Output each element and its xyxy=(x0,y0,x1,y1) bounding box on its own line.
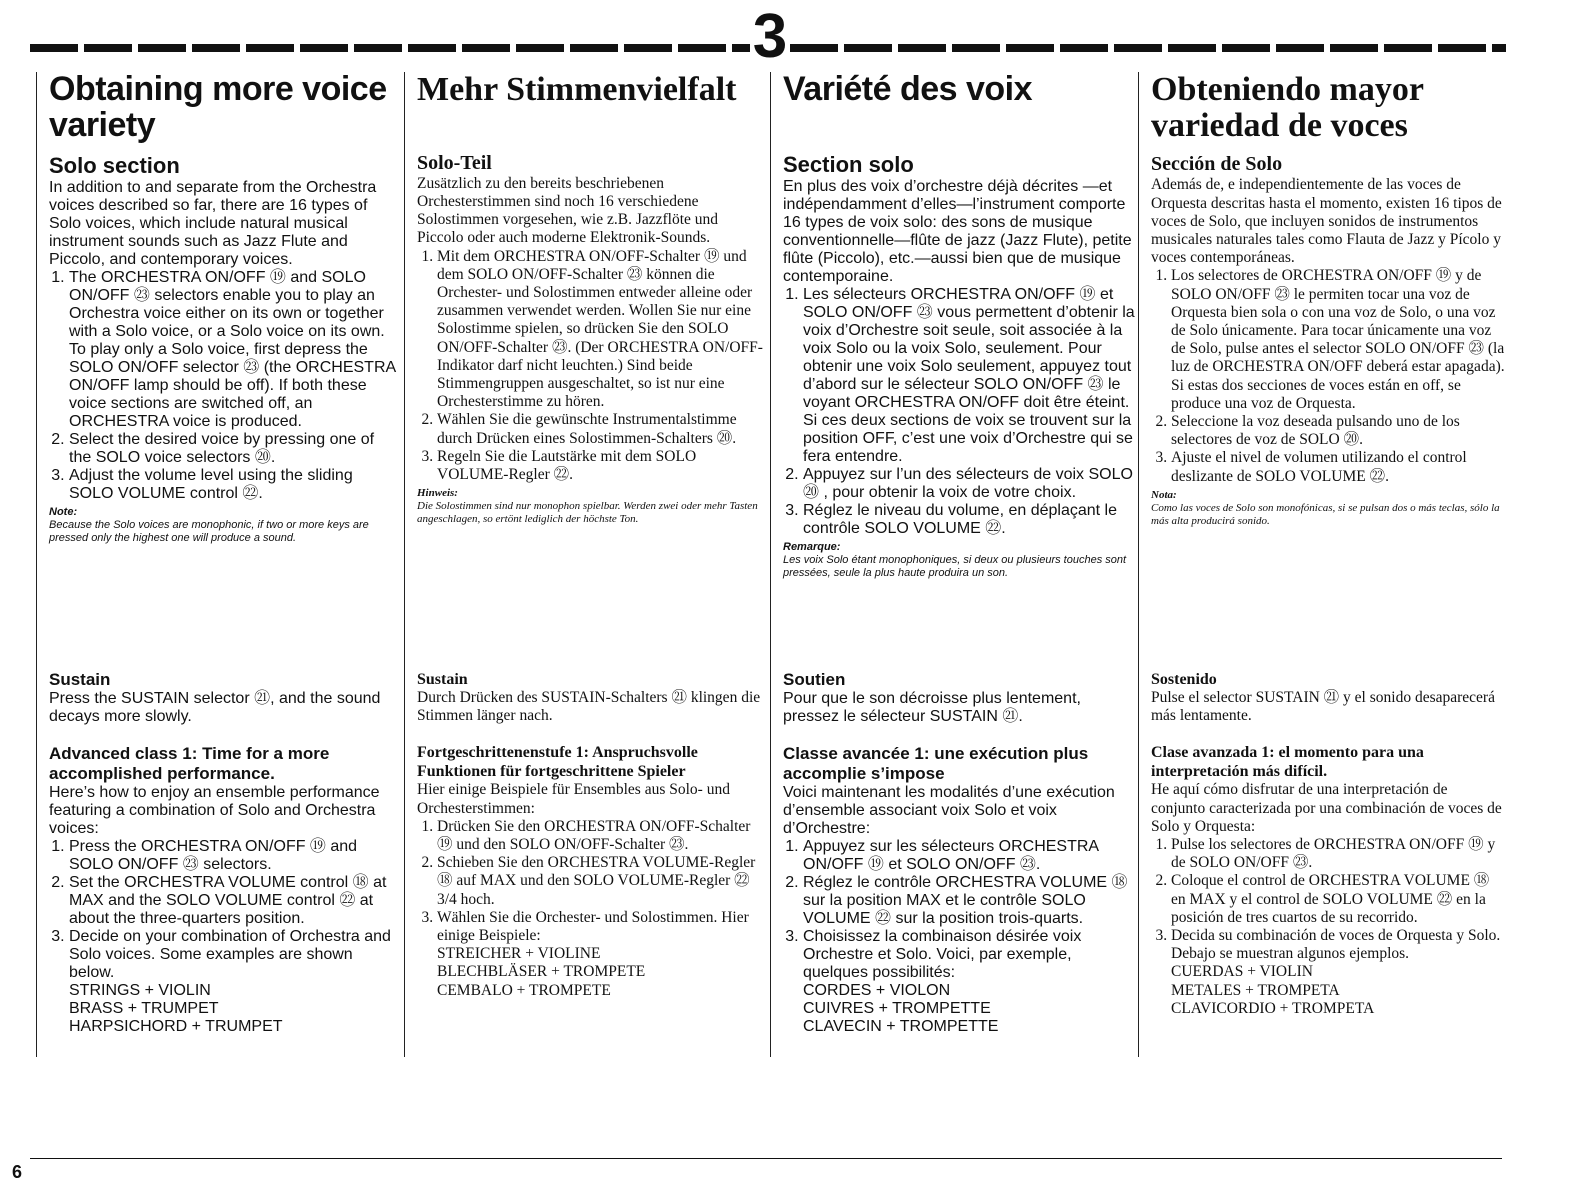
section-heading-advanced: Clase avanzada 1: el momento para una interpretación más difícil. xyxy=(1151,744,1424,781)
advanced-intro: Voici maintenant les modalités d’une exécution d’ensemble associant voix Solo et voix d’Orchestre: xyxy=(783,784,1115,837)
column-spanish xyxy=(1138,72,1506,1057)
header-rule-right xyxy=(790,44,1506,52)
lower-section xyxy=(417,670,762,1000)
combo-item: STRINGS + VIOLIN xyxy=(69,982,211,999)
combo-item: CUIVRES + TROMPETTE xyxy=(803,1000,991,1017)
list-item: 3. Decide on your combination of Orchestra and Solo voices. Some examples are shown below. xyxy=(69,928,396,982)
list-item: 3. Regeln Sie die Lautstärke mit dem SOLO VOLUME-Regler ㉒. xyxy=(437,448,766,484)
section-heading-sustain: Sustain xyxy=(49,670,111,689)
solo-steps xyxy=(783,286,1136,538)
sustain-text: Pulse el selector SUSTAIN ㉑ y el sonido desaparecerá más lentamente. xyxy=(1151,689,1495,725)
page-title: Obteniendo mayor variedad de voces xyxy=(1151,71,1424,144)
sustain-text: Durch Drücken des SUSTAIN-Schalters ㉑ klingen die Stimmen länger nach. xyxy=(417,689,761,725)
list-item: 1. Appuyez sur les sélecteurs ORCHESTRA ON/OFF ⑲ et SOLO ON/OFF ㉓. xyxy=(803,838,1132,874)
advanced-intro: Here’s how to enjoy an ensemble performance featuring a combination of Solo and Orchestra voices: xyxy=(49,784,380,837)
list-item: 1. Mit dem ORCHESTRA ON/OFF-Schalter ⑲ und dem SOLO ON/OFF-Schalter ㉓ können die Orchester- und Solostimmen entweder alleine oder zusammen verwendet werden. Wollen Sie nur eine Solostimme spielen, so drücken Sie den SOLO ON/OFF-Schalter ㉓. (Der ORCHESTRA ON/OFF-Indikator darf nicht leuchten.) Sind beide Stimmengruppen ausgeschaltet, so ist nur eine Orchesterstimme zu hören. xyxy=(437,248,766,412)
chapter-number: 3 xyxy=(752,2,788,71)
lower-section xyxy=(49,670,396,1036)
column-german xyxy=(404,72,766,1057)
lower-section xyxy=(1151,670,1502,1018)
list-item: 2. Set the ORCHESTRA VOLUME control ⑱ at MAX and the SOLO VOLUME control ㉒ at about the three-quarters position. xyxy=(69,874,396,928)
column-english xyxy=(36,72,400,1057)
solo-intro: In addition to and separate from the Orchestra voices described so far, there are 16 types of Solo voices, which include natural musical instrument sounds such as Jazz Flute and Piccolo, and contemporary voices. xyxy=(49,179,377,269)
section-heading-advanced: Advanced class 1: Time for a more accomplished performance. xyxy=(49,744,330,783)
advanced-steps xyxy=(49,838,396,982)
note-text: Because the Solo voices are monophonic, if two or more keys are pressed only the highest one will produce a sound. xyxy=(49,519,369,545)
sustain-text: Pour que le son décroisse plus lentement, pressez le sélecteur SUSTAIN ㉑. xyxy=(783,690,1081,725)
note-label: Remarque: xyxy=(783,540,841,553)
advanced-steps xyxy=(1151,836,1502,963)
footer-rule xyxy=(30,1158,1502,1159)
combo-list xyxy=(1151,963,1502,1018)
combo-item: CLAVECIN + TROMPETTE xyxy=(803,1018,999,1035)
list-item: 3. Réglez le niveau du volume, en déplaçant le contrôle SOLO VOLUME ㉒. xyxy=(803,502,1136,538)
list-item: 2. Select the desired voice by pressing one of the SOLO voice selectors ⑳. xyxy=(69,431,400,467)
list-item: 2. Seleccione la voz deseada pulsando uno de los selectores de voz de SOLO ⑳. xyxy=(1171,413,1506,449)
list-item: 3. Choisissez la combinaison désirée voix Orchestre et Solo. Voici, par exemple, quelques possibilités: xyxy=(803,928,1132,982)
page-title: Variété des voix xyxy=(783,70,1033,108)
advanced-steps xyxy=(417,818,762,945)
sustain-text: Press the SUSTAIN selector ㉑, and the sound decays more slowly. xyxy=(49,690,381,725)
note-label: Hinweis: xyxy=(417,487,458,500)
lower-section xyxy=(783,670,1132,1036)
combo-item: BRASS + TRUMPET xyxy=(69,1000,219,1017)
combo-list xyxy=(49,982,396,1036)
solo-intro: En plus des voix d’orchestre déjà décrites —et indépendamment d’elles—l’instrument comporte 16 types de voix solo: des sons de musique conventionnelle—flûte de jazz (Jazz Flute), petite flûte (Piccolo), etc.—aussi bien que de musique contemporaine. xyxy=(783,177,1132,285)
section-heading-advanced: Classe avancée 1: une exécution plus accomplie s’impose xyxy=(783,744,1089,783)
combo-item: STREICHER + VIOLINE xyxy=(437,945,601,963)
section-heading-solo: Solo section xyxy=(49,153,180,179)
list-item: 3. Adjust the volume level using the sliding SOLO VOLUME control ㉒. xyxy=(69,467,400,503)
section-heading-sustain: Sustain xyxy=(417,671,468,688)
solo-steps xyxy=(49,269,400,503)
combo-list xyxy=(417,945,762,1000)
list-item: 2. Wählen Sie die gewünschte Instrumentalstimme durch Drücken eines Solostimmen-Schalters ⑳. xyxy=(437,411,766,447)
note-text: Les voix Solo étant monophoniques, si deux ou plusieurs touches sont pressées, seule la plus haute produira un son. xyxy=(783,553,1127,579)
solo-intro: Además de, e independientemente de las voces de Orquesta descritas hasta el momento, existen 16 tipos de voces de Solo, que incluyen sonidos de instrumentos musicales naturales tales como Flauta de Jazz y Pícolo y voces contemporáneas. xyxy=(1151,176,1502,267)
section-heading-solo: Section solo xyxy=(783,151,914,177)
page-title: Obtaining more voice variety xyxy=(49,70,387,144)
note-label: Nota: xyxy=(1151,488,1177,501)
list-item: 1. Les sélecteurs ORCHESTRA ON/OFF ⑲ et SOLO ON/OFF ㉓ vous permettent d’obtenir la voix d’Orchestre soit seule, soit associée à la voix Solo ou la voix Solo, seulement. Pour obtenir une voix Solo seulement, appuyez tout d’abord sur le sélecteur SOLO ON/OFF ㉓ le voyant ORCHESTRA ON/OFF doit être éteint. Si ces deux sections de voix se trouvent sur la position OFF, c’est une voix d’Orchestre qui se fera entendre. xyxy=(803,286,1136,466)
combo-item: CORDES + VIOLON xyxy=(803,982,951,999)
section-heading-advanced: Fortgeschrittenenstufe 1: Anspruchsvolle Funktionen für fortgeschrittene Spieler xyxy=(417,744,698,781)
combo-item: HARPSICHORD + TRUMPET xyxy=(69,1018,283,1035)
combo-item: METALES + TROMPETA xyxy=(1171,981,1340,999)
list-item: 3. Decida su combinación de voces de Orquesta y Solo. Debajo se muestran algunos ejemplos. xyxy=(1171,927,1502,963)
page-number: 6 xyxy=(12,1162,23,1182)
solo-steps xyxy=(417,248,766,485)
header-rule-left xyxy=(30,44,750,52)
list-item: 1. Pulse los selectores de ORCHESTRA ON/OFF ⑲ y de SOLO ON/OFF ㉓. xyxy=(1171,836,1502,872)
list-item: 3. Wählen Sie die Orchester- und Solostimmen. Hier einige Beispiele: xyxy=(437,909,762,945)
combo-list xyxy=(783,982,1132,1036)
section-heading-sustain: Sostenido xyxy=(1151,671,1217,688)
list-item: 1. Press the ORCHESTRA ON/OFF ⑲ and SOLO ON/OFF ㉓ selectors. xyxy=(69,838,396,874)
list-item: 2. Coloque el control de ORCHESTRA VOLUME ⑱ en MAX y el control de SOLO VOLUME ㉒ en la posición de tres cuartos de su recorrido. xyxy=(1171,872,1502,927)
solo-intro: Zusätzlich zu den bereits beschriebenen Orchesterstimmen sind noch 16 verschiedene Solostimmen vorgesehen, wie z.B. Jazzflöte und Piccolo oder auch moderne Elektronik-Sounds. xyxy=(417,174,719,247)
combo-item: CLAVICORDIO + TROMPETA xyxy=(1171,999,1375,1017)
list-item: 2. Schieben Sie den ORCHESTRA VOLUME-Regler ⑱ auf MAX und den SOLO VOLUME-Regler ㉒ 3/4 hoch. xyxy=(437,854,762,909)
combo-item: CEMBALO + TROMPETE xyxy=(437,981,611,999)
list-item: 3. Ajuste el nivel de volumen utilizando el control deslizante de SOLO VOLUME ㉒. xyxy=(1171,449,1506,485)
list-item: 2. Réglez le contrôle ORCHESTRA VOLUME ⑱ sur la position MAX et le contrôle SOLO VOLUME ㉒ sur la position trois-quarts. xyxy=(803,874,1132,928)
combo-item: CUERDAS + VIOLIN xyxy=(1171,963,1313,981)
section-heading-sustain: Soutien xyxy=(783,670,846,689)
advanced-steps xyxy=(783,838,1132,982)
list-item: 2. Appuyez sur l’un des sélecteurs de voix SOLO ⑳ , pour obtenir la voix de votre choix. xyxy=(803,466,1136,502)
section-heading-solo: Sección de Solo xyxy=(1151,153,1283,176)
page-title: Mehr Stimmenvielfalt xyxy=(417,71,737,108)
note-label: Note: xyxy=(49,506,78,519)
section-heading-solo: Solo-Teil xyxy=(417,151,492,174)
combo-item: BLECHBLÄSER + TROMPETE xyxy=(437,963,646,981)
advanced-intro: He aquí cómo disfrutar de una interpretación de conjunto caracterizada por una combinación de voces de Solo y Orquesta: xyxy=(1151,781,1502,835)
note-text: Die Solostimmen sind nur monophon spielbar. Werden zwei oder mehr Tasten angeschlagen, so ertönt lediglich der höchste Ton. xyxy=(417,500,758,526)
column-french xyxy=(770,72,1136,1057)
list-item: 1. Drücken Sie den ORCHESTRA ON/OFF-Schalter ⑲ und den SOLO ON/OFF-Schalter ㉓. xyxy=(437,818,762,854)
list-item: 1. Los selectores de ORCHESTRA ON/OFF ⑲ y de SOLO ON/OFF ㉓ le permiten tocar una voz de Orquesta bien sola o con una voz de Solo, o una voz de Solo únicamente. Para tocar únicamente una voz de Solo, pulse antes el selector SOLO ON/OFF ㉓ (la luz de ORCHESTRA ON/OFF deberá estar apagada). Si estas dos secciones de voces están en off, se produce una voz de Orquesta. xyxy=(1171,267,1506,413)
note-text: Como las voces de Solo son monofónicas, si se pulsan dos o más teclas, sólo la más alta producirá sonido. xyxy=(1151,501,1500,527)
solo-steps xyxy=(1151,267,1506,485)
list-item: 1. The ORCHESTRA ON/OFF ⑲ and SOLO ON/OFF ㉓ selectors enable you to play an Orchestra voice either on its own or together with a Solo voice, or a Solo voice on its own. To play only a Solo voice, first depress the SOLO ON/OFF selector ㉓ (the ORCHESTRA ON/OFF lamp should be off). If both these voice sections are switched off, an ORCHESTRA voice is produced. xyxy=(69,269,400,431)
advanced-intro: Hier einige Beispiele für Ensembles aus Solo- und Orchesterstimmen: xyxy=(417,781,730,817)
